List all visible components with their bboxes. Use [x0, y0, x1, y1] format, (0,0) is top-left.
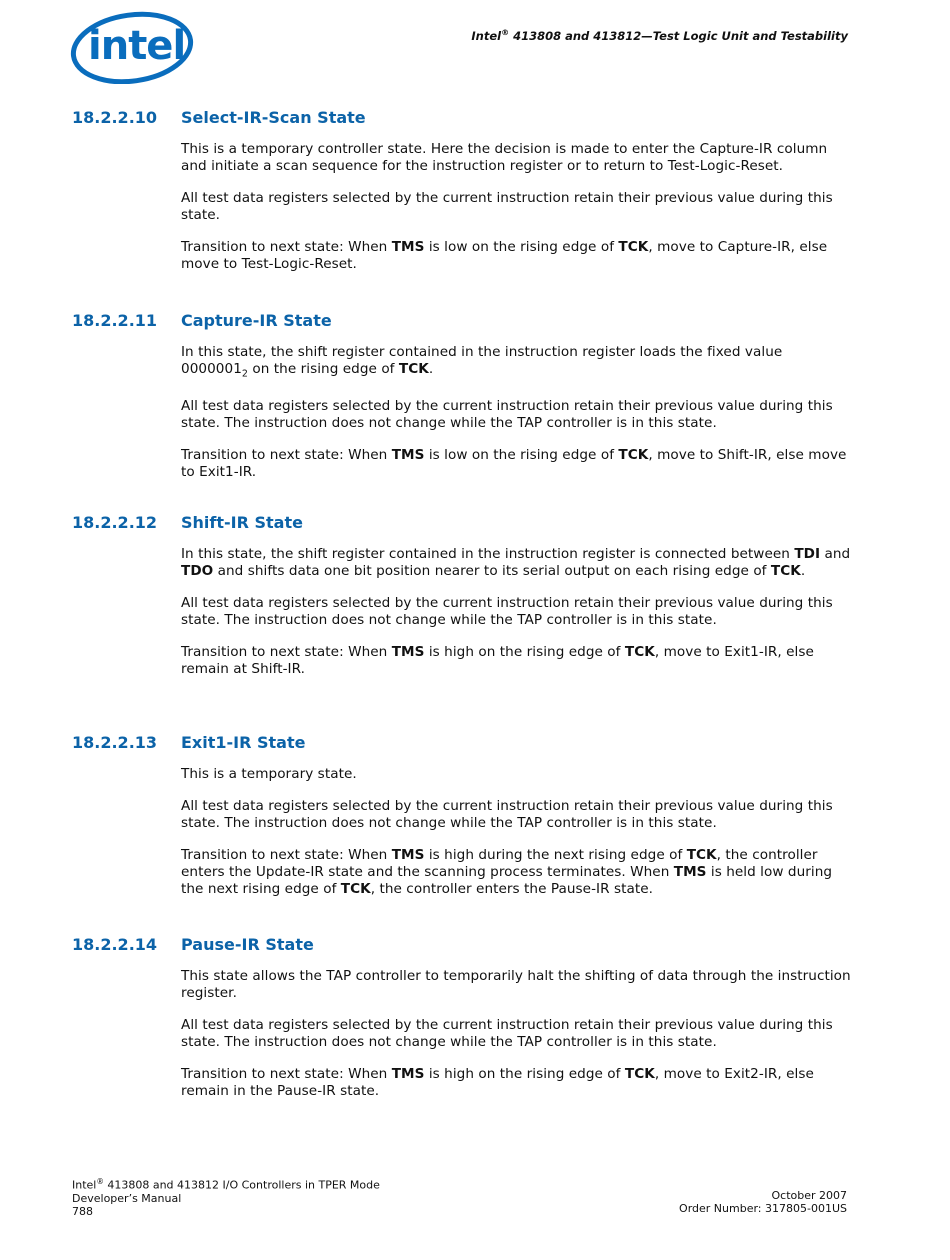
paragraph	[181, 344, 851, 383]
footer-left	[72, 1175, 380, 1218]
bold-term: TDI	[794, 546, 821, 562]
paragraph	[181, 190, 851, 224]
text-run: Transition to next state: When	[181, 239, 392, 255]
paragraph	[181, 1066, 851, 1100]
header-title: 413808 and 413812—Test Logic Unit and Testability	[509, 28, 848, 43]
section-heading	[72, 108, 366, 127]
text-run: .	[428, 361, 434, 377]
section-number: 18.2.2.11	[72, 311, 158, 330]
text-run: , move to Exit2-IR, else remain in the Pause-IR state.	[181, 1066, 814, 1099]
text-run: , move to Exit1-IR, else remain at Shift-IR.	[181, 644, 814, 677]
header-brand: Intel	[471, 28, 502, 43]
footer-doc-title: 413808 and 413812 I/O Controllers in TPER Mode	[103, 1178, 380, 1192]
intel-logo	[70, 4, 194, 84]
bold-term: TMS	[391, 239, 425, 255]
section-heading	[72, 513, 303, 532]
paragraph	[181, 1017, 851, 1051]
section-number: 18.2.2.13	[72, 733, 158, 752]
logo-text: intel	[88, 23, 186, 69]
footer-brand: Intel	[72, 1178, 97, 1192]
bold-term: TMS	[391, 446, 425, 463]
text-run: and shifts data one bit position nearer to its serial output on each rising edge of	[213, 563, 771, 579]
text-run: This state allows the TAP controller to temporarily halt the shifting of data through the instruction register.	[181, 968, 851, 1001]
paragraph	[181, 847, 851, 898]
text-run: is high during the next rising edge of	[424, 847, 687, 863]
text-run: Transition to next state: When	[181, 847, 392, 863]
text-run: This is a temporary controller state. Here the decision is made to enter the Capture-IR column and initiate a scan sequence for the instruction register or to return to Test-Logic-Reset.	[181, 141, 828, 174]
text-run: All test data registers selected by the current instruction retain their previous value during this state. The instruction does not change while the TAP controller is in this state.	[181, 595, 833, 628]
text-run: and	[820, 546, 851, 562]
bold-term: TMS	[391, 1066, 425, 1082]
page-number: 788	[72, 1204, 93, 1218]
text-run: Transition to next state: When	[181, 446, 392, 463]
paragraph	[181, 398, 851, 432]
text-run: All test data registers selected by the current instruction retain their previous value during this state. The instruction does not change while the TAP controller is in this state.	[181, 397, 833, 431]
bold-term: TMS	[673, 864, 707, 880]
section-title: Exit1-IR State	[181, 733, 306, 752]
footer-reg: ®	[96, 1177, 104, 1186]
paragraph	[181, 798, 851, 832]
paragraph	[181, 766, 851, 783]
text-run: In this state, the shift register contained in the instruction register is connected between	[181, 546, 795, 562]
bold-term: TCK	[624, 644, 655, 660]
text-run: is low on the rising edge of	[424, 446, 619, 463]
paragraph	[181, 447, 851, 481]
bold-term: TDO	[181, 563, 214, 579]
header-reg: ®	[501, 28, 510, 37]
section-number: 18.2.2.14	[72, 935, 158, 954]
text-run: is high on the rising edge of	[424, 644, 625, 660]
text-run: is low on the rising edge of	[424, 239, 619, 255]
text-run: Transition to next state: When	[181, 1066, 392, 1082]
paragraph	[181, 644, 851, 678]
text-run: , the controller enters the Pause-IR state.	[370, 881, 654, 897]
text-run: In this state, the shift register contained in the instruction register loads the fixed value 0000001	[181, 344, 783, 377]
section-title: Capture-IR State	[181, 311, 332, 330]
text-run: .	[800, 563, 806, 579]
text-run: is held low during the next rising edge of	[181, 864, 833, 897]
bold-term: TCK	[618, 446, 649, 463]
paragraph	[181, 141, 851, 175]
text-run: All test data registers selected by the current instruction retain their previous value during this state. The instruction does not change while the TAP controller is in this state.	[181, 798, 833, 831]
text-run: All test data registers selected by the current instruction retain their previous value during this state. The instruction does not change while the TAP controller is in this state.	[181, 1017, 833, 1050]
bold-term: TCK	[340, 881, 371, 897]
paragraph	[181, 968, 851, 1002]
bold-term: TCK	[398, 361, 429, 377]
footer-order-number: Order Number: 317805-001US	[679, 1202, 847, 1215]
footer-date: October 2007	[771, 1189, 847, 1202]
section-number: 18.2.2.12	[72, 513, 158, 532]
text-run: This is a temporary state.	[181, 766, 357, 782]
bold-term: TCK	[624, 1066, 655, 1082]
section-title: Shift-IR State	[181, 513, 303, 532]
section-title: Select-IR-Scan State	[181, 108, 366, 127]
subscript: 2	[241, 368, 249, 380]
bold-term: TCK	[686, 847, 717, 863]
bold-term: TCK	[770, 563, 801, 579]
paragraph	[181, 546, 851, 580]
bold-term: TMS	[391, 644, 425, 660]
bold-term: TCK	[618, 239, 649, 255]
page-header	[471, 28, 848, 43]
text-run: , move to Shift-IR, else move to Exit1-IR.	[181, 446, 847, 480]
footer-manual: Developer’s Manual	[72, 1191, 182, 1205]
text-run: , move to Capture-IR, else move to Test-Logic-Reset.	[181, 239, 828, 272]
bold-term: TMS	[391, 847, 425, 863]
section-heading	[72, 733, 305, 752]
text-run: is high on the rising edge of	[424, 1066, 625, 1082]
section-title: Pause-IR State	[181, 935, 314, 954]
section-heading	[72, 311, 332, 330]
section-heading	[72, 935, 314, 954]
text-run: All test data registers selected by the current instruction retain their previous value during this state.	[181, 190, 833, 223]
paragraph	[181, 239, 851, 273]
section-number: 18.2.2.10	[72, 108, 158, 127]
paragraph	[181, 595, 851, 629]
text-run: Transition to next state: When	[181, 644, 392, 660]
text-run: , the controller enters the Update-IR state and the scanning process terminates. When	[181, 847, 818, 880]
text-run: on the rising edge of	[248, 361, 399, 377]
footer-right	[679, 1189, 847, 1215]
